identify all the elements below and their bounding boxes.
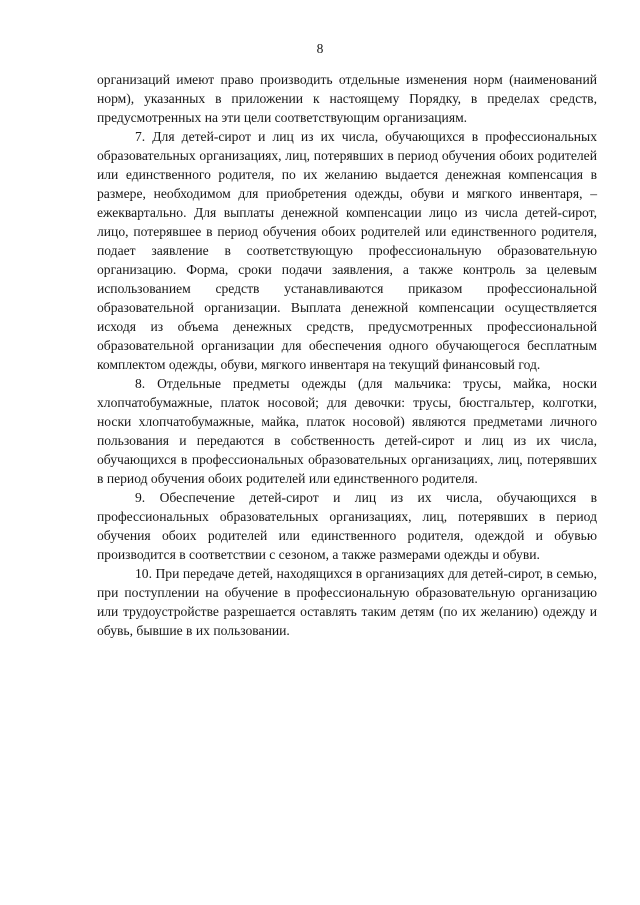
paragraph-continuation: организаций имеют право производить отдельные изменения норм (наименований норм), указанных в приложении к настоящему Порядку, в пределах средств, предусмотренных на эти цели соответствующим организациям. (97, 72, 597, 125)
paragraph-item-8: 8. Отдельные предметы одежды (для мальчика: трусы, майка, носки хлопчатобумажные, платок носовой; для девочки: трусы, бюстгальтер, колготки, носки хлопчатобумажные, майка, платок носовой) являются предметами личного пользования и передаются в собственность детей-сирот и лиц из их числа, обучающихся в профессиональных образовательных организациях, лиц, потерявших в период обучения обоих родителей или единственного родителя. (97, 376, 597, 486)
document-body (97, 70, 597, 640)
paragraph-item-9: 9. Обеспечение детей-сирот и лиц из их числа, обучающихся в профессиональных образовательных организациях, лиц, потерявших в период обучения обоих родителей или единственного родителя, одеждой и обувью производится в соответствии с сезоном, а также размерами одежды и обуви. (97, 490, 597, 562)
paragraph-item-7: 7. Для детей-сирот и лиц из их числа, обучающихся в профессиональных образовательных организациях, лиц, потерявших в период обучения обоих родителей или единственного родителя, по их желанию выдается денежная компенсация в размере, необходимом для приобретения одежды, обуви и мягкого инвентаря, – ежеквартально. Для выплаты денежной компенсации лицо из числа детей-сирот, лицо, потерявшее в период обучения обоих родителей или единственного родителя, подает заявление в соответствующую профессиональную образовательную организацию. Форма, сроки подачи заявления, а также контроль за целевым использованием средств устанавливаются приказом профессиональной образовательной организации. Выплата денежной компенсации осуществляется исходя из объема денежных средств, предусмотренных профессиональной образовательной организации для обеспечения одного обучающегося бесплатным комплектом одежды, обуви, мягкого инвентаря на текущий финансовый год. (97, 129, 597, 372)
paragraph-item-10: 10. При передаче детей, находящихся в организациях для детей-сирот, в семью, при поступлении на обучение в профессиональную образовательную организацию или трудоустройстве разрешается оставлять таким детям (по их желанию) одежду и обувь, бывшие в их пользовании. (97, 566, 597, 638)
page-number: 8 (316, 41, 324, 56)
